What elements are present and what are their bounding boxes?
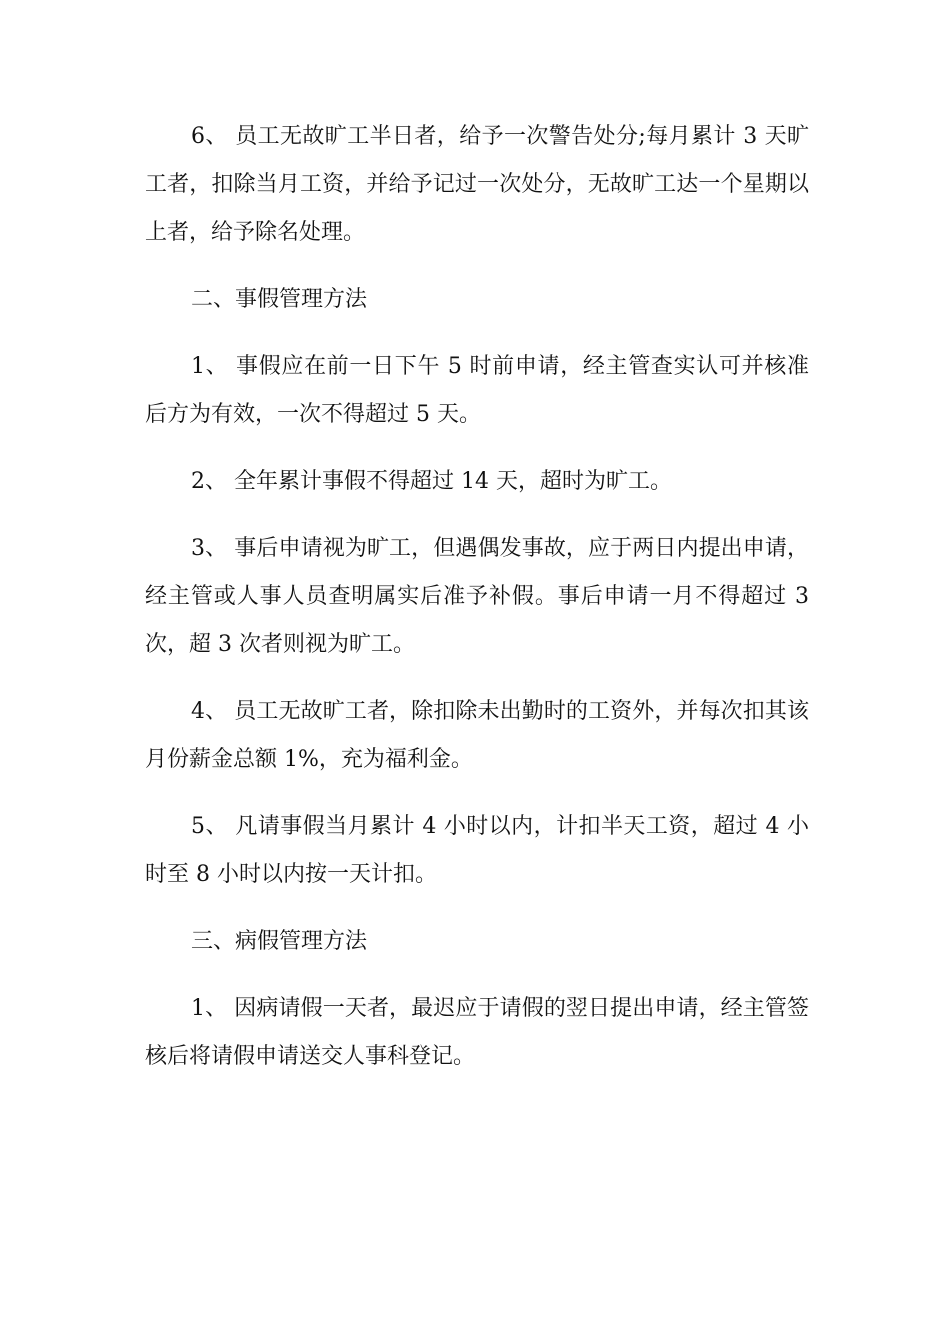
paragraph-personal-leave-rule-3: 3、 事后申请视为旷工，但遇偶发事故，应于两日内提出申请，经主管或人事人员查明属实后准予补假。事后申请一月不得超过 3 次，超 3 次者则视为旷工。	[145, 536, 809, 657]
section-heading-sick-leave: 三、病假管理方法	[191, 929, 368, 954]
paragraph-personal-leave-rule-5: 5、 凡请事假当月累计 4 小时以内，计扣半天工资，超过 4 小时至 8 小时以内按一天计扣。	[145, 814, 809, 887]
paragraph-personal-leave-rule-1: 1、 事假应在前一日下午 5 时前申请，经主管查实认可并核准后方为有效，一次不得超过 5 天。	[145, 354, 809, 427]
document-body	[145, 113, 809, 1100]
paragraph-sick-leave-rule-1: 1、 因病请假一天者，最迟应于请假的翌日提出申请，经主管签核后将请假申请送交人事科登记。	[145, 996, 809, 1069]
paragraph-personal-leave-rule-2: 2、 全年累计事假不得超过 14 天，超时为旷工。	[191, 469, 672, 494]
paragraph-absence-rule-6: 6、 员工无故旷工半日者，给予一次警告处分;每月累计 3 天旷工者，扣除当月工资，并给予记过一次处分，无故旷工达一个星期以上者，给予除名处理。	[145, 124, 809, 245]
section-heading-personal-leave: 二、事假管理方法	[191, 287, 368, 312]
paragraph-personal-leave-rule-4: 4、 员工无故旷工者，除扣除未出勤时的工资外，并每次扣其该月份薪金总额 1%，充为福利金。	[145, 699, 809, 772]
